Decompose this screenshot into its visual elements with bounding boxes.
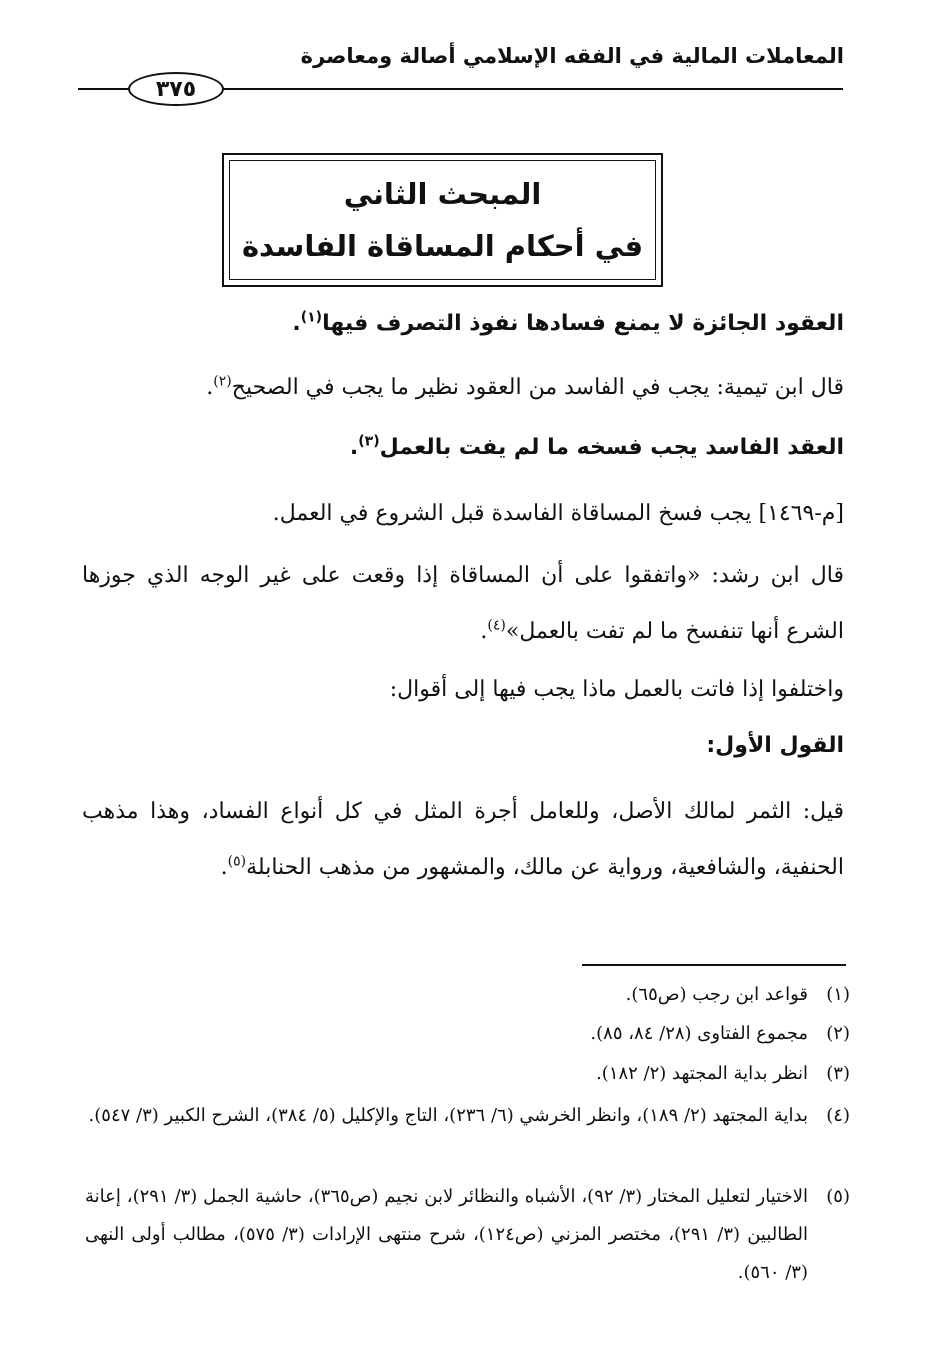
section-title-line-2: في أحكام المساقاة الفاسدة (241, 229, 644, 263)
footnote-4 (85, 1097, 850, 1135)
footnote-text: انظر بداية المجتهد (٢/ ١٨٢). (596, 1063, 808, 1084)
footnote-text: مجموع الفتاوى (٢٨/ ٨٤، ٨٥). (590, 1023, 808, 1044)
footnote-number: (١) (826, 984, 850, 1005)
footnote-ref-3: (٣) (358, 433, 380, 450)
ibn-rushd-quote: قال ابن رشد: «واتفقوا على أن المساقاة إذا وقعت على غير الوجه الذي جوزها الشرع أنها تنفسخ ما لم تفت بالعمل»$^{(٤)}$. (82, 563, 844, 644)
disagreement-paragraph: واختلفوا إذا فاتت بالعمل ماذا يجب فيها إلى أقوال: (389, 677, 844, 702)
footnote-number: (٤) (826, 1105, 850, 1126)
footnote-2 (85, 1015, 850, 1053)
footnote-text: بداية المجتهد (٢/ ١٨٩)، وانظر الخرشي (٦/ ٢٣٦)، التاج والإكليل (٥/ ٣٨٤)، الشرح الكبير (٣/ ٥٤٧). (88, 1105, 808, 1126)
first-opinion-heading: القول الأول: (706, 733, 844, 758)
footnote-5 (85, 1178, 850, 1292)
ibn-taymiyya-quote: قال ابن تيمية: يجب في الفاسد من العقود نظير ما يجب في الصحيح$^{(٢)}$. (206, 373, 844, 400)
first-opinion-paragraph: قيل: الثمر لمالك الأصل، وللعامل أجرة المثل في كل أنواع الفساد، وهذا مذهب الحنفية، والشافعية، ورواية عن مالك، والمشهور من مذهب الحنابلة$^{(٥)}$. (82, 799, 844, 880)
running-header-title: المعاملات المالية في الفقه الإسلامي أصالة ومعاصرة (300, 44, 844, 68)
section-title-inner-frame (229, 160, 656, 280)
footnote-text: قواعد ابن رجب (ص٦٥). (625, 984, 808, 1005)
footnote-separator (582, 964, 846, 966)
footnote-ref-1: (١) (300, 309, 323, 326)
footnote-3 (85, 1055, 850, 1093)
section-title-line-1: المبحث الثاني (343, 177, 542, 211)
footnote-number: (٥) (826, 1186, 850, 1207)
footnote-ref-4: (٤) (487, 617, 506, 634)
rule-paragraph-2: العقد الفاسد يجب فسخه ما لم يفت بالعمل$^{(٣)}$. (349, 433, 844, 460)
footnote-1 (85, 976, 850, 1014)
footnote-ref-5: (٥) (227, 853, 247, 870)
section-title-frame (222, 153, 663, 287)
footnote-text: الاختيار لتعليل المختار (٣/ ٩٢)، الأشباه والنظائر لابن نجيم (ص٣٦٥)، حاشية الجمل (٣/ ٢٩١)، إعانة الطالبين (٣/ ٢٩١)، مختصر المزني (ص١٢٤)، شرح منتهى الإرادات (٣/ ٥٧٥)، مطالب أولى النهى (٣/ ٥٦٠). (85, 1186, 808, 1283)
page-number-badge: ٣٧٥ (128, 72, 224, 106)
issue-paragraph: [م-١٤٦٩] يجب فسخ المساقاة الفاسدة قبل الشروع في العمل. (272, 501, 844, 526)
footnote-number: (٢) (826, 1023, 850, 1044)
footnote-number: (٣) (826, 1063, 850, 1084)
footnote-ref-2: (٢) (213, 373, 232, 390)
rule-paragraph-1: العقود الجائزة لا يمنع فسادها نفوذ التصرف فيها$^{(١)}$. (292, 309, 844, 336)
